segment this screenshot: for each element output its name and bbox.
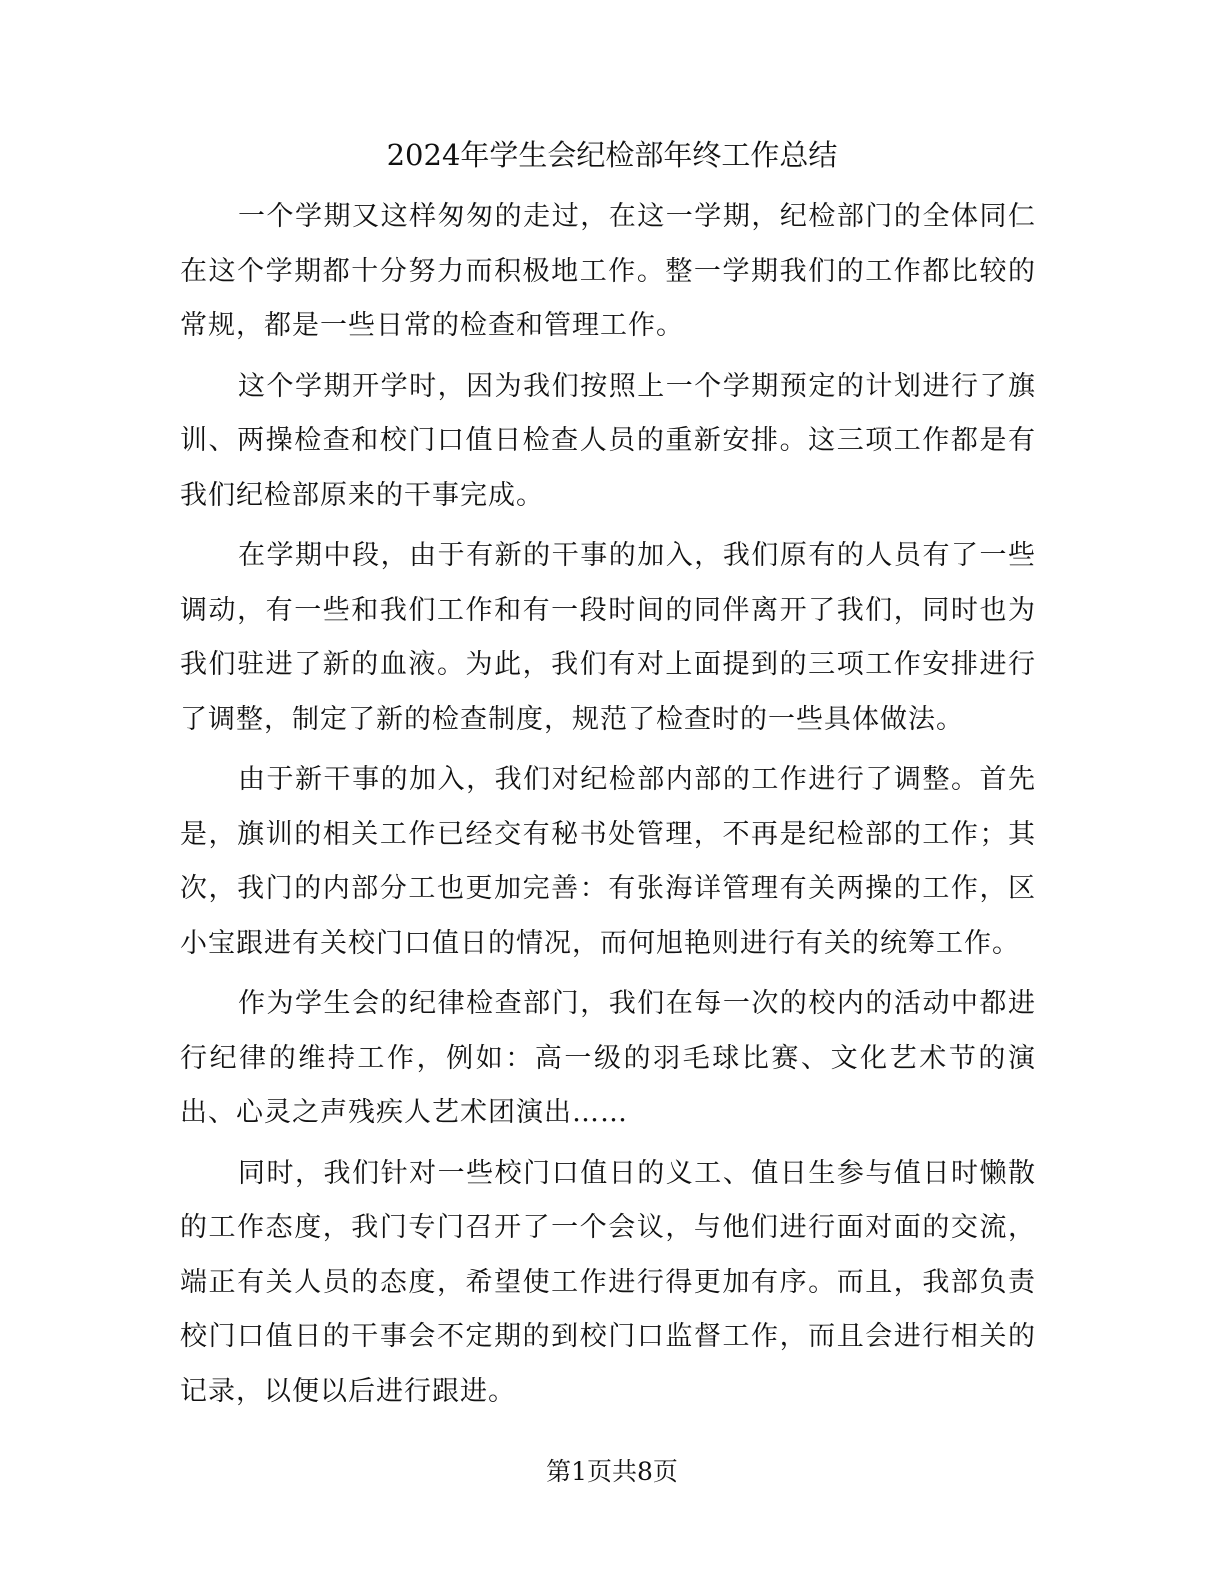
page-number-footer: 第1页共8页 <box>546 1457 678 1486</box>
paragraph-4: 由于新干事的加入，我们对纪检部内部的工作进行了调整。首先是，旗训的相关工作已经交有秘书处管理，不再是纪检部的工作；其次，我门的内部分工也更加完善：有张海详管理有关两操的工作，区小宝跟进有关校门口值日的情况，而何旭艳则进行有关的统筹工作。 <box>180 764 1036 959</box>
document-title: 2024年学生会纪检部年终工作总结 <box>386 138 838 172</box>
paragraph-3: 在学期中段，由于有新的干事的加入，我们原有的人员有了一些调动，有一些和我们工作和有一段时间的同伴离开了我们，同时也为我们驻进了新的血液。为此，我们有对上面提到的三项工作安排进行了调整，制定了新的检查制度，规范了检查时的一些具体做法。 <box>180 540 1036 735</box>
paragraph-2: 这个学期开学时，因为我们按照上一个学期预定的计划进行了旗训、两操检查和校门口值日检查人员的重新安排。这三项工作都是有我们纪检部原来的干事完成。 <box>180 370 1036 511</box>
document-body <box>180 190 1036 1425</box>
paragraph-5: 作为学生会的纪律检查部门，我们在每一次的校内的活动中都进行纪律的维持工作，例如：高一级的羽毛球比赛、文化艺术节的演出、心灵之声残疾人艺术团演出…… <box>180 988 1036 1128</box>
paragraph-1: 一个学期又这样匆匆的走过，在这一学期，纪检部门的全体同仁在这个学期都十分努力而积极地工作。整一学期我们的工作都比较的常规，都是一些日常的检查和管理工作。 <box>180 201 1036 341</box>
paragraph-6: 同时，我们针对一些校门口值日的义工、值日生参与值日时懒散的工作态度，我门专门召开了一个会议，与他们进行面对面的交流，端正有关人员的态度，希望使工作进行得更加有序。而且，我部负责校门口值日的干事会不定期的到校门口监督工作，而且会进行相关的记录，以便以后进行跟进。 <box>180 1157 1036 1407</box>
